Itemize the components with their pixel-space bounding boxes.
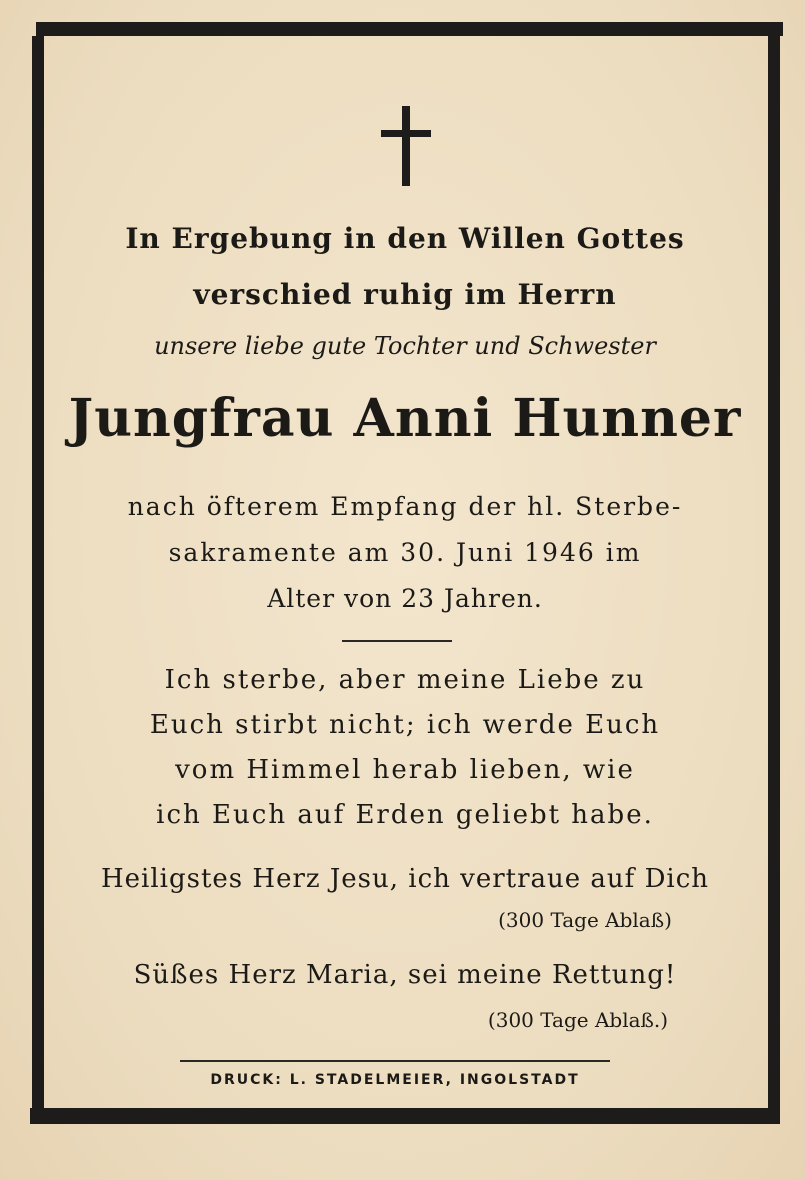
black-border-bottom	[30, 1108, 780, 1124]
black-border-right	[768, 30, 780, 1120]
printer-imprint: DRUCK: L. STADELMEIER, INGOLSTADT	[210, 1072, 580, 1088]
death-text-line-3: Alter von 23 Jahren.	[267, 584, 543, 613]
headline-line-2: verschied ruhig im Herrn	[193, 278, 617, 311]
headline-line-1: In Ergebung in den Willen Gottes	[125, 222, 685, 255]
indulgence-note-1: (300 Tage Ablaß)	[498, 908, 672, 932]
black-border-left	[32, 36, 44, 1111]
verse-line-1: Ich sterbe, aber meine Liebe zu	[164, 665, 646, 695]
prayer-heart-of-mary: Süßes Herz Maria, sei meine Rettung!	[133, 960, 677, 990]
black-border-top	[36, 22, 783, 36]
death-text-line-2: sakramente am 30. Juni 1946 im	[168, 538, 642, 567]
relation-text: unsere liebe gute Tochter und Schwester	[154, 332, 656, 360]
indulgence-note-2: (300 Tage Ablaß.)	[487, 1008, 669, 1032]
verse-line-4: ich Euch auf Erden geliebt habe.	[156, 800, 654, 830]
death-text-line-1: nach öfterem Empfang der hl. Sterbe-	[127, 492, 683, 521]
verse-line-3: vom Himmel herab lieben, wie	[175, 755, 635, 785]
footer-rule	[180, 1060, 610, 1062]
verse-line-2: Euch stirbt nicht; ich werde Euch	[149, 710, 661, 740]
separator-rule	[342, 640, 452, 642]
cross-icon	[381, 106, 431, 186]
deceased-name: Jungfrau Anni Hunner	[68, 388, 742, 449]
prayer-sacred-heart: Heiligstes Herz Jesu, ich vertraue auf Dich	[100, 864, 710, 894]
